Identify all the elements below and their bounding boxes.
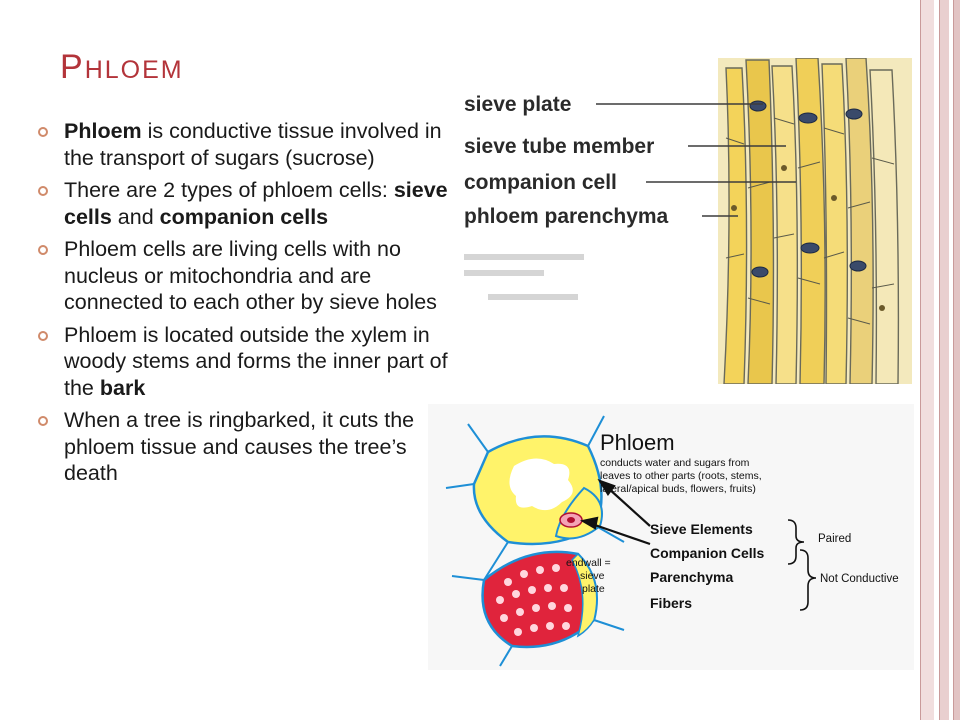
bullet-text: There are 2 types of phloem cells:: [64, 178, 394, 202]
description-line: lateral/apical buds, flowers, fruits): [600, 483, 756, 495]
bullet-marker-icon: [38, 245, 48, 255]
label-sieve-elements: Sieve Elements: [650, 521, 753, 537]
diagram-heading: Phloem: [600, 430, 675, 455]
svg-text:sieve: sieve: [580, 570, 605, 582]
brace-labels: [818, 533, 899, 585]
bullet-item: [34, 407, 464, 487]
label-not-conductive: Not Conductive: [820, 573, 899, 585]
label-paired: Paired: [818, 533, 852, 545]
label-sieve-plate: sieve plate: [464, 93, 572, 116]
sieve-plate-mark: [850, 261, 866, 271]
diagram-description: [600, 457, 762, 495]
bullet-bold-text: sieve cells: [64, 178, 448, 229]
brace-paired: [788, 520, 804, 564]
faded-background-text: [464, 254, 584, 300]
nucleus-dot: [781, 165, 787, 171]
label-phloem-parenchyma: phloem parenchyma: [464, 205, 669, 228]
frame-band: [939, 0, 949, 720]
cell-type-labels: [650, 521, 765, 611]
sieve-tube-cell: [822, 64, 847, 384]
svg-text:plate: plate: [582, 583, 605, 595]
nucleus-dot: [879, 305, 885, 311]
nucleus-dot: [731, 205, 737, 211]
bullet-marker-icon: [38, 127, 48, 137]
bullet-bold-text: bark: [99, 375, 146, 400]
bullet-text: Phloem is located outside the xylem in woody stems and forms the inner part of the: [64, 322, 448, 400]
brace-not-conductive: [800, 550, 816, 610]
slide-title-rest: HLOEM: [84, 56, 184, 84]
phloem-micrograph: [458, 58, 912, 384]
bullet-item: [34, 236, 464, 316]
bullet-marker-icon: [38, 416, 48, 426]
sieve-plate-mark: [799, 113, 817, 123]
nucleus-dot: [831, 195, 837, 201]
sieve-element-cell: [474, 436, 602, 544]
bullet-bold-text: Phloem: [64, 119, 142, 143]
bullet-item: [34, 118, 464, 171]
description-line: conducts water and sugars from: [600, 457, 750, 469]
description-line: leaves to other parts (roots, stems,: [600, 470, 762, 482]
sieve-plate-mark: [752, 267, 768, 277]
sieve-plate-mark: [801, 243, 819, 253]
bullet-text: Phloem cells are living cells with no nucleus or mitochondria and are connected to each other by sieve holes: [64, 237, 437, 314]
sieve-plate-mark: [750, 101, 766, 111]
frame-band: [953, 0, 960, 720]
phloem-cross-section: [428, 404, 914, 670]
slide-title: [60, 50, 184, 84]
label-parenchyma: Parenchyma: [650, 569, 734, 585]
slide-title-initial: P: [60, 48, 85, 86]
grouping-braces: [788, 520, 816, 610]
bullet-text: and: [111, 204, 160, 229]
label-sieve-tube-member: sieve tube member: [464, 135, 655, 158]
bullet-text: is conductive tissue involved in the transport of sugars (sucrose): [64, 119, 442, 170]
label-companion-cells: Companion Cells: [650, 545, 765, 561]
frame-line: [939, 0, 940, 720]
bullet-list: [34, 118, 464, 493]
bullet-bold-text: companion cells: [159, 204, 329, 229]
frame-line: [920, 0, 921, 720]
svg-text:endwall =: endwall =: [566, 557, 611, 569]
frame-band: [920, 0, 934, 720]
bullet-marker-icon: [38, 331, 48, 341]
micrograph-labels: [464, 93, 669, 228]
bullet-text: When a tree is ringbarked, it cuts the phloem tissue and causes the tree’s death: [64, 408, 415, 485]
frame-line: [953, 0, 954, 720]
label-fibers: Fibers: [650, 595, 693, 611]
bullet-item: [34, 322, 464, 402]
sieve-tube-cell: [796, 58, 825, 384]
sieve-plate-mark: [846, 109, 862, 119]
bullet-marker-icon: [38, 186, 48, 196]
bullet-item: [34, 177, 464, 230]
label-companion-cell: companion cell: [464, 171, 617, 194]
